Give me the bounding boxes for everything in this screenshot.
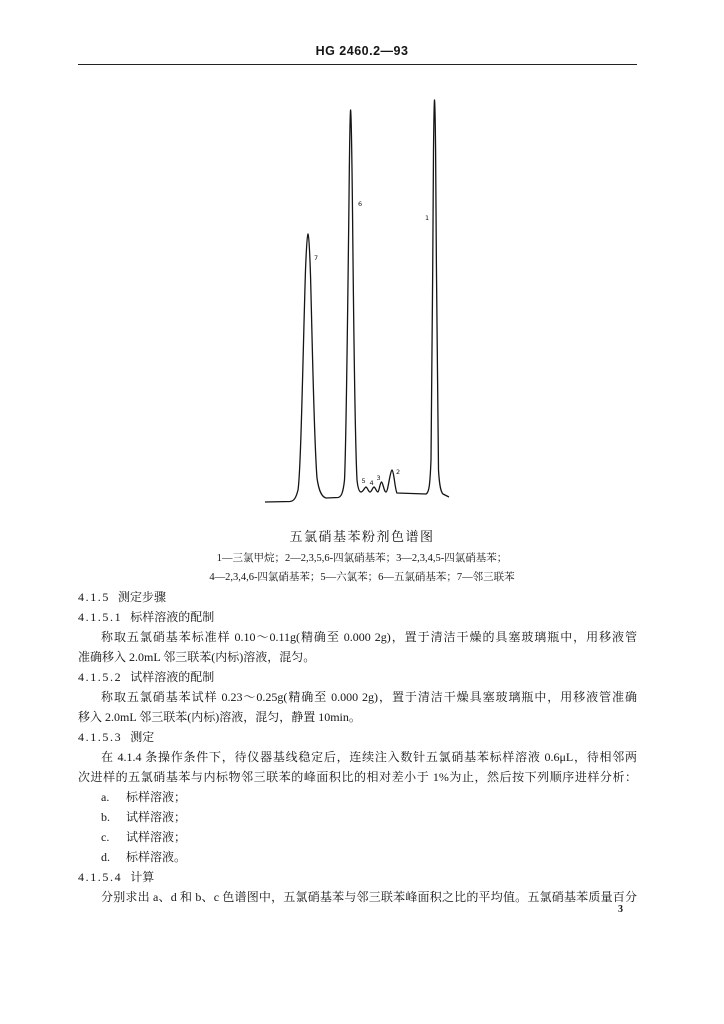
list-item — [78, 787, 637, 807]
paragraph-line: 准确移入 2.0mL 邻三联苯(内标)溶液，混匀。 — [78, 650, 316, 664]
section-number: 4.1.5.4 — [78, 870, 123, 884]
list-marker: a. — [101, 790, 110, 804]
figure-legend-line: 1—三氯甲烷；2—2,3,5,6-四氯硝基苯；3—2,3,4,5-四氯硝基苯； — [216, 553, 508, 564]
document-number-header: HG 2460.2—93 — [315, 44, 409, 58]
list-marker: b. — [101, 810, 110, 824]
figure-caption: 五氯硝基苯粉剂色谱图 — [289, 529, 435, 544]
section-heading-4-1-5-1 — [78, 607, 637, 627]
peak-label-4: 4 — [369, 479, 374, 487]
section-title: 试样溶液的配制 — [130, 670, 215, 684]
paragraph-line: 在 4.1.4 条操作条件下，待仪器基线稳定后，连续注入数针五氯硝基苯标样溶液 0.6μL，待相邻两 — [101, 750, 637, 764]
list-marker: c. — [101, 830, 110, 844]
figure-legend-line: 4—2,3,4,6-四氯硝基苯；5—六氯苯；6—五氯硝基苯；7—邻三联苯 — [209, 572, 515, 583]
section-title: 测定 — [130, 730, 155, 744]
peak-label-3: 3 — [376, 474, 381, 482]
section-title: 计算 — [130, 870, 155, 884]
body-text — [78, 587, 637, 907]
paragraph-line: 称取五氯硝基苯试样 0.23～0.25g(精确至 0.000 2g)，置于清洁干燥具塞玻璃瓶中，用移液管准确 — [101, 690, 637, 704]
paragraph-line: 称取五氯硝基苯标准样 0.10～0.11g(精确至 0.000 2g)，置于清洁干燥的具塞玻璃瓶中，用移液管 — [101, 630, 637, 644]
list-item-text: 标样溶液； — [126, 790, 187, 804]
peak-label-7: 7 — [314, 254, 319, 262]
section-heading-4-1-5 — [78, 587, 637, 607]
peak-label-2: 2 — [396, 468, 401, 476]
section-number: 4.1.5.3 — [78, 730, 123, 744]
peak-label-1: 1 — [425, 214, 430, 222]
list-item — [78, 827, 637, 847]
section-title: 标样溶液的配制 — [130, 610, 215, 624]
list-item — [78, 847, 637, 867]
paragraph-line: 移入 2.0mL 邻三联苯(内标)溶液，混匀，静置 10min。 — [78, 710, 361, 724]
section-number: 4.1.5 — [78, 590, 110, 604]
list-item — [78, 807, 637, 827]
list-item-text: 标样溶液。 — [126, 850, 187, 864]
peak-label-6: 6 — [358, 200, 363, 208]
list-item-text: 试样溶液； — [126, 810, 187, 824]
paragraph-line: 次进样的五氯硝基苯与内标物邻三联苯的峰面积比的相对差小于 1%为止，然后按下列顺序进样分析： — [78, 770, 637, 784]
list-item-text: 试样溶液； — [126, 830, 187, 844]
page-number: 3 — [618, 904, 623, 915]
section-title: 测定步骤 — [118, 590, 167, 604]
chromatogram-figure — [255, 90, 465, 515]
chromatogram-trace — [265, 100, 449, 502]
section-number: 4.1.5.2 — [78, 670, 123, 684]
peak-label-5: 5 — [361, 477, 366, 485]
list-marker: d. — [101, 850, 110, 864]
paragraph-line: 分别求出 a、d 和 b、c 色谱图中，五氯硝基苯与邻三联苯峰面积之比的平均值。五氯硝基苯质量百分 — [101, 890, 637, 904]
header-rule — [78, 64, 637, 65]
section-heading-4-1-5-2 — [78, 667, 637, 687]
section-heading-4-1-5-3 — [78, 727, 637, 747]
section-heading-4-1-5-4 — [78, 867, 637, 887]
section-number: 4.1.5.1 — [78, 610, 123, 624]
